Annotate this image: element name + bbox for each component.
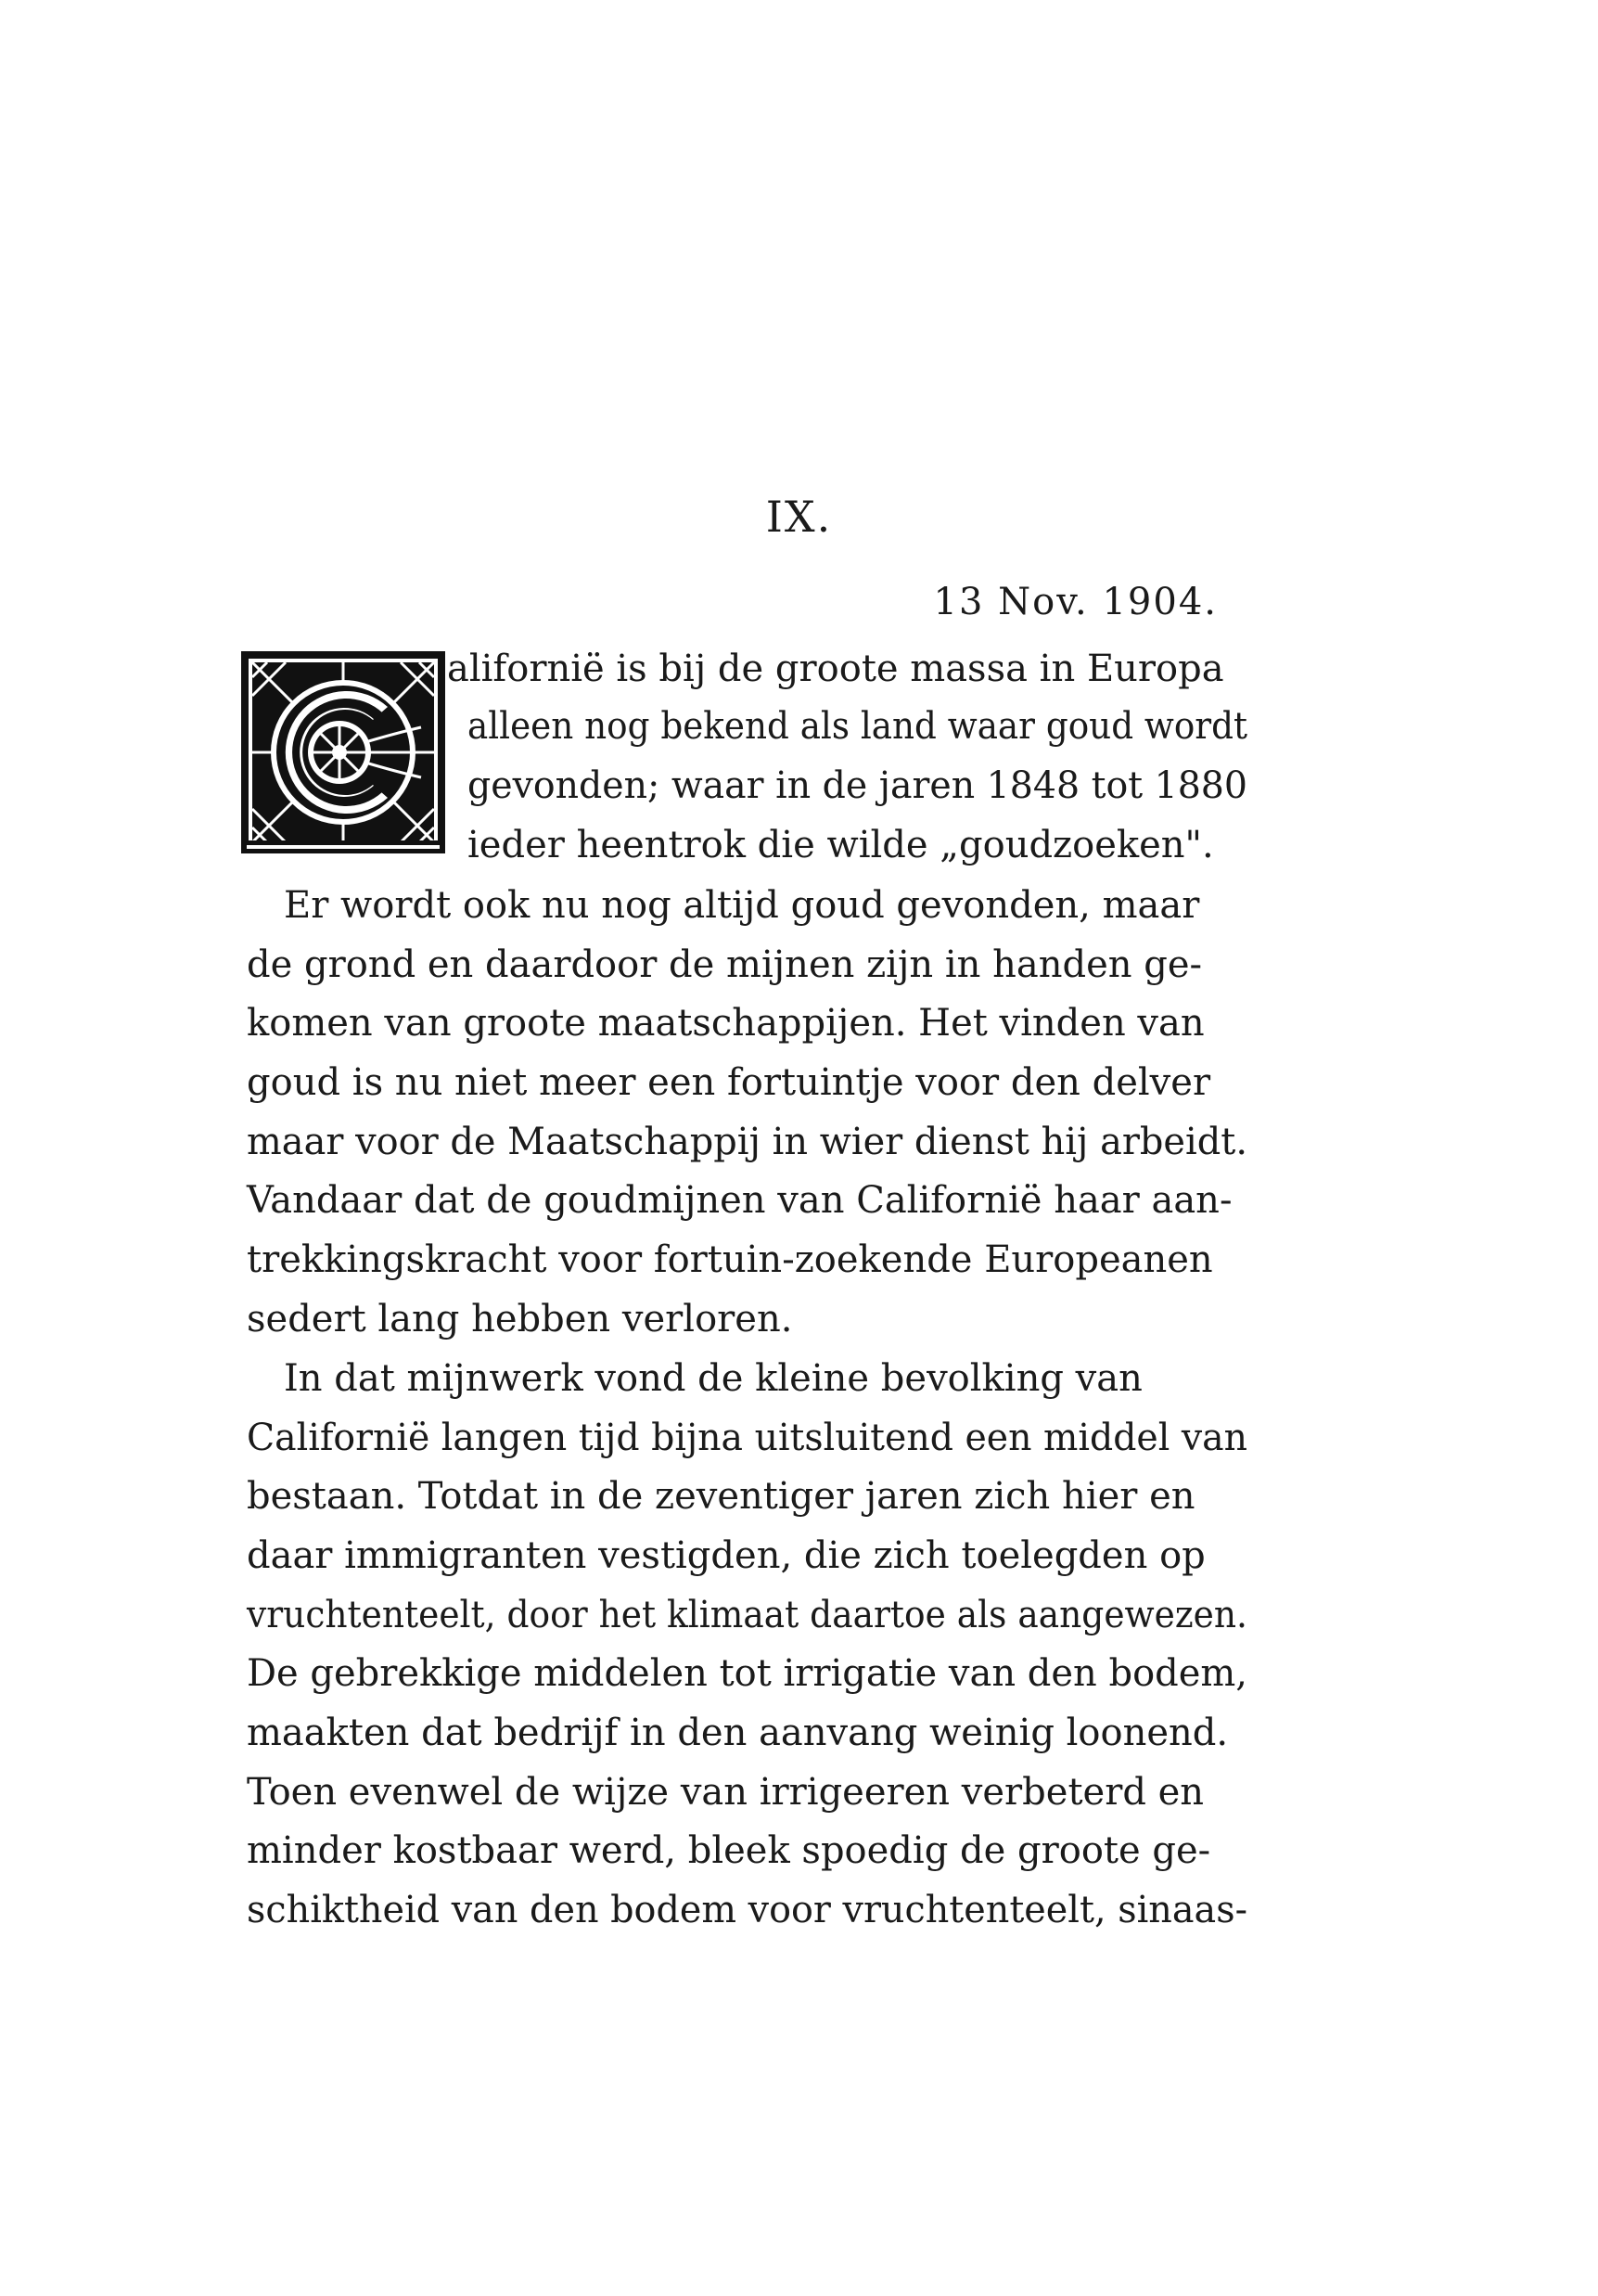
text-line: de grond en daardoor de mijnen zijn in handen ge- <box>247 943 1203 986</box>
entry-date: 13 Nov. 1904. <box>933 581 1218 623</box>
text-line: In dat mijnwerk vond de kleine bevolking van <box>284 1357 1143 1400</box>
text-line: daar immigranten vestigden, die zich toelegden op <box>247 1534 1206 1577</box>
text-line: goud is nu niet meer een fortuintje voor den delver <box>247 1061 1211 1104</box>
chapter-heading: IX. <box>765 492 833 542</box>
text-line: maakten dat bedrijf in den aanvang weinig loonend. <box>247 1712 1229 1754</box>
text-line: De gebrekkige middelen tot irrigatie van den bodem, <box>247 1652 1247 1695</box>
text-line: alleen nog bekend als land waar goud wordt <box>467 705 1247 748</box>
text-line: Er wordt ook nu nog altijd goud gevonden, maar <box>284 884 1200 927</box>
text-line: aliforniё is bij de groote massa in Europa <box>447 648 1224 690</box>
text-line: Vandaar dat de goudmijnen van Californiё haar aan- <box>247 1179 1233 1222</box>
text-line: ieder heentrok die wilde „goudzoeken". <box>467 824 1214 866</box>
text-line: sedert lang hebben verloren. <box>247 1298 793 1340</box>
text-line: minder kostbaar werd, bleek spoedig de groote ge- <box>247 1829 1211 1872</box>
text-line: Toen evenwel de wijze van irrigeeren verbeterd en <box>247 1771 1205 1814</box>
text-line: gevonden; waar in de jaren 1848 tot 1880 <box>467 764 1247 807</box>
text-line: trekkingskracht voor fortuin-zoekende Europeanen <box>247 1238 1213 1281</box>
text-line: maar voor de Maatschappij in wier dienst hij arbeidt. <box>247 1121 1247 1163</box>
text-line: Californiё langen tijd bijna uitsluitend een middel van <box>247 1417 1247 1459</box>
text-line: vruchtenteelt, door het klimaat daartoe als aangewezen. <box>247 1594 1247 1636</box>
text-line: schiktheid van den bodem voor vruchtenteelt, sinaas- <box>247 1889 1247 1931</box>
text-line: komen van groote maatschappijen. Het vinden van <box>247 1002 1205 1045</box>
text-line: bestaan. Totdat in de zeventiger jaren zich hier en <box>247 1475 1195 1518</box>
